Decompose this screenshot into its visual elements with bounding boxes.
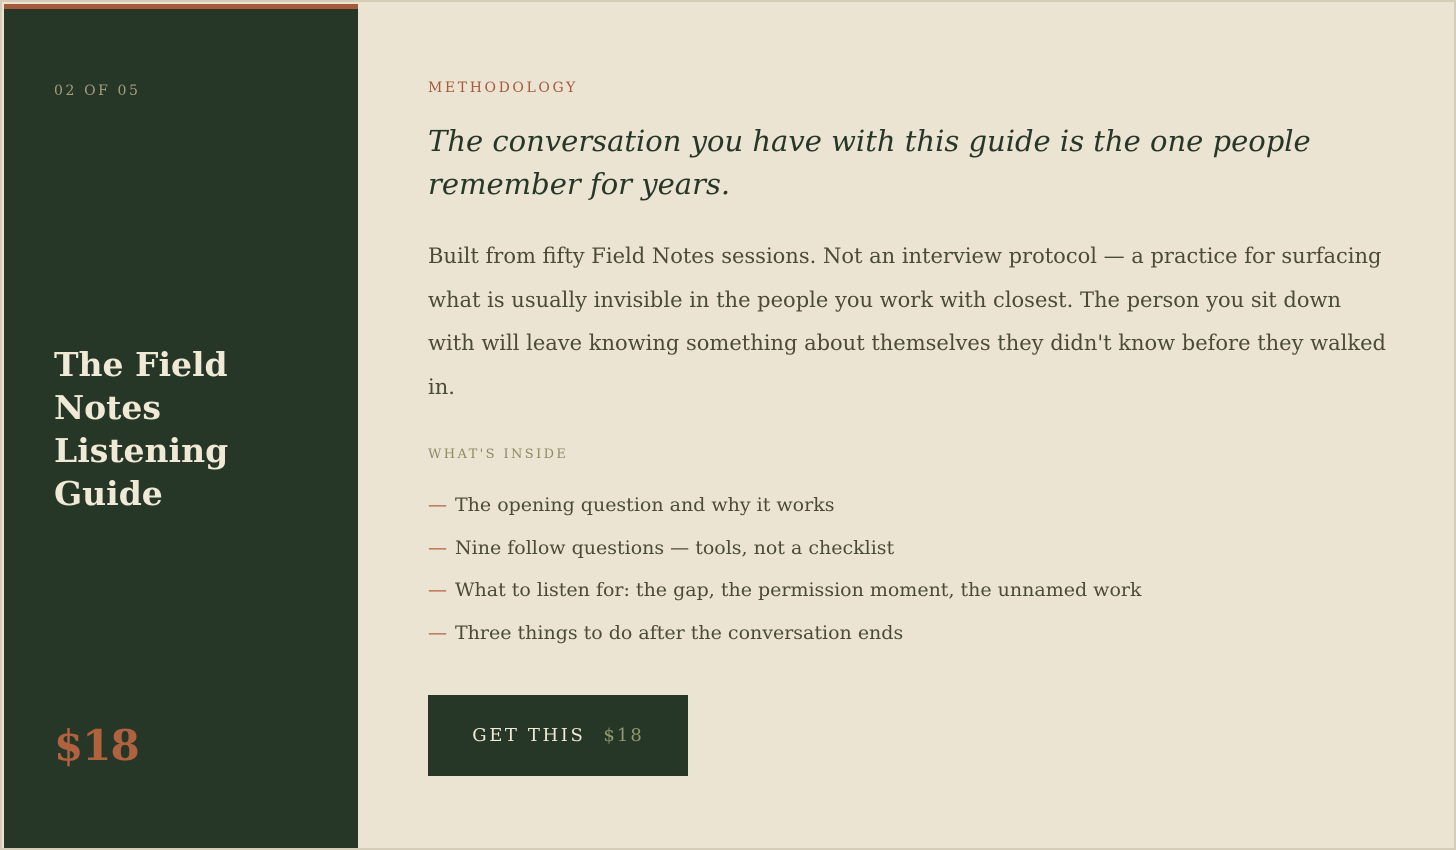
dash-icon: — — [428, 494, 447, 517]
slide-counter: 02 OF 05 — [54, 83, 141, 99]
list-item — [428, 527, 1141, 570]
get-this-button[interactable] — [428, 695, 688, 776]
dash-icon: — — [428, 579, 447, 602]
cta-price: $18 — [603, 725, 644, 746]
list-item — [428, 569, 1141, 612]
feature-list — [428, 484, 1141, 654]
dash-icon: — — [428, 536, 447, 559]
product-price: $18 — [54, 721, 139, 770]
list-item-text: Three things to do after the conversation ends — [455, 621, 904, 644]
cta-label: GET THIS — [472, 725, 586, 746]
whats-inside-label: WHAT'S INSIDE — [428, 447, 569, 462]
headline: The conversation you have with this guide is the one people remember for years. — [428, 124, 1311, 201]
product-title: The Field Notes Listening Guide — [54, 345, 229, 513]
list-item-text: What to listen for: the gap, the permission moment, the unnamed work — [455, 579, 1142, 602]
list-item — [428, 484, 1141, 527]
list-item — [428, 612, 1141, 655]
product-sidebar — [4, 4, 358, 848]
section-eyebrow: METHODOLOGY — [428, 80, 578, 96]
dash-icon: — — [428, 621, 447, 644]
list-item-text: The opening question and why it works — [455, 494, 835, 517]
list-item-text: Nine follow questions — tools, not a checklist — [455, 536, 895, 559]
description: Built from fifty Field Notes sessions. Not an interview protocol — a practice for surfacing what is usually invisible in the people you work with closest. The person you sit down with will leave knowing something about themselves they didn't know before they walked in. — [428, 244, 1386, 399]
